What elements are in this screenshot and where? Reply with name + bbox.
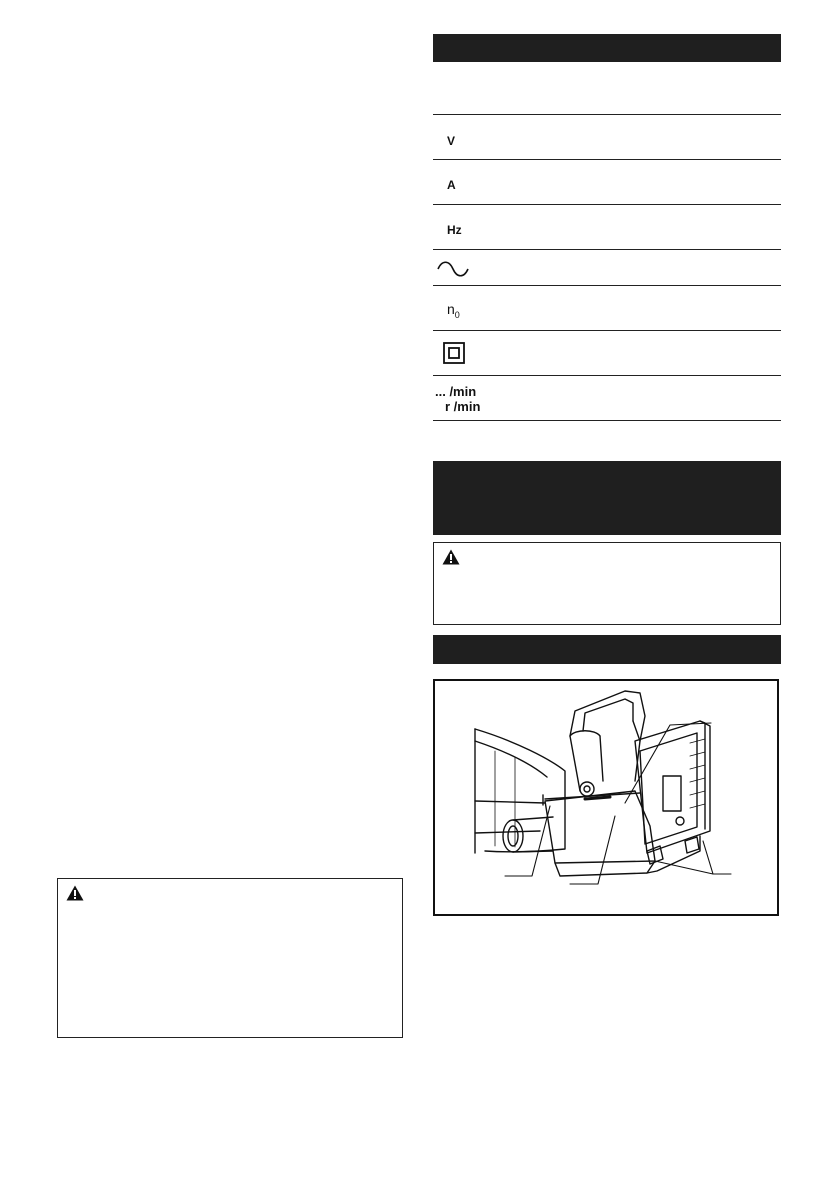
parts-section-header xyxy=(433,635,781,664)
rpm-symbol xyxy=(435,384,480,414)
warning-triangle-icon xyxy=(66,885,84,901)
warning-box-right xyxy=(433,542,781,625)
symbol-row-amperes xyxy=(433,160,781,205)
alternating-current-icon xyxy=(437,261,469,277)
hertz-symbol: Hz xyxy=(447,223,462,237)
rpm-line-1: ... /min xyxy=(435,384,477,399)
symbols-section-header xyxy=(433,34,781,62)
warning-box-left xyxy=(57,878,403,1038)
amperes-symbol: A xyxy=(447,178,456,192)
volts-symbol: V xyxy=(447,134,456,148)
symbol-row-hertz xyxy=(433,205,781,250)
symbol-row-alternating-current xyxy=(433,250,781,286)
tool-illustration xyxy=(433,679,779,916)
biscuit-joiner-drawing xyxy=(435,681,777,914)
warning-triangle-icon xyxy=(442,549,460,565)
double-insulation-icon xyxy=(443,342,465,364)
symbol-row-double-insulation xyxy=(433,331,781,376)
rpm-line-2: r /min xyxy=(445,399,481,414)
symbols-table-head-row xyxy=(433,62,781,115)
no-load-speed-symbol: $n_0$ xyxy=(447,301,460,320)
safety-section-header xyxy=(433,461,781,535)
symbol-row-rpm xyxy=(433,376,781,421)
symbol-row-volts xyxy=(433,115,781,160)
symbol-row-no-load-speed xyxy=(433,286,781,331)
symbols-table xyxy=(433,62,781,421)
